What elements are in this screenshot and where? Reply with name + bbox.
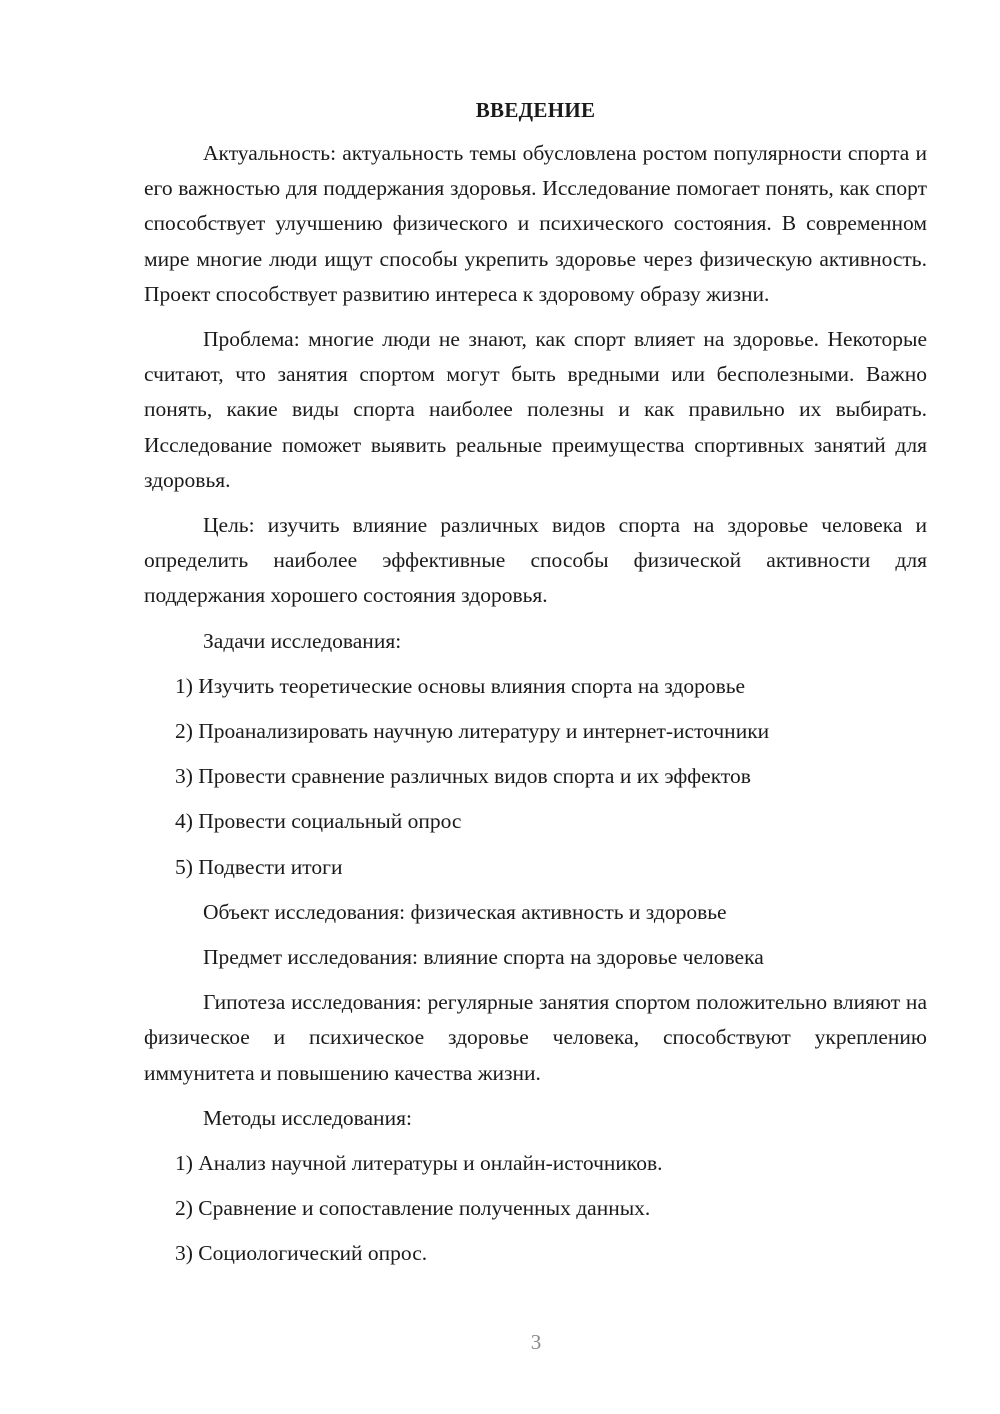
- list-item: 3) Социологический опрос.: [175, 1241, 428, 1266]
- list-item: 4) Провести социальный опрос: [175, 809, 462, 834]
- list-item: 5) Подвести итоги: [175, 854, 343, 879]
- methods-list: [144, 1146, 927, 1272]
- object-line: Объект исследования: физическая активность и здоровье: [203, 899, 727, 924]
- list-item: 1) Анализ научной литературы и онлайн-источников.: [175, 1151, 663, 1176]
- goal-paragraph: Цель: изучить влияние различных видов спорта на здоровье человека и определить наиболее эффективные способы физической активности для поддержания хорошего состояния здоровья.: [144, 513, 927, 608]
- relevance-paragraph: Актуальность: актуальность темы обусловлена ростом популярности спорта и его важностью для поддержания здоровья. Исследование помогает понять, как спорт способствует улучшению физического и психического состояния. В современном мире многие люди ищут способы укрепить здоровье через физическую активность. Проект способствует развитию интереса к здоровому образу жизни.: [144, 141, 927, 306]
- methods-heading: Методы исследования:: [203, 1105, 412, 1130]
- list-item: 1) Изучить теоретические основы влияния спорта на здоровье: [175, 673, 746, 698]
- list-item: 2) Проанализировать научную литературу и интернет-источники: [175, 719, 770, 744]
- list-item: 3) Провести сравнение различных видов спорта и их эффектов: [175, 764, 751, 789]
- subject-line: Предмет исследования: влияние спорта на здоровье человека: [203, 945, 764, 970]
- page-number: 3: [530, 1330, 542, 1354]
- hypothesis-paragraph: Гипотеза исследования: регулярные занятия спортом положительно влияют на физическое и психическое здоровье человека, способствуют укреплению иммунитета и повышению качества жизни.: [144, 990, 927, 1085]
- tasks-list: [144, 669, 927, 885]
- problem-paragraph: Проблема: многие люди не знают, как спорт влияет на здоровье. Некоторые считают, что занятия спортом могут быть вредными или бесполезными. Важно понять, какие виды спорта наиболее полезны и как правильно их выбирать. Исследование поможет выявить реальные преимущества спортивных занятий для здоровья.: [144, 327, 927, 492]
- document-title: ВВЕДЕНИЕ: [475, 98, 596, 122]
- list-item: 2) Сравнение и сопоставление полученных данных.: [175, 1196, 651, 1221]
- document-page: [144, 92, 927, 1272]
- tasks-heading: Задачи исследования:: [203, 628, 402, 653]
